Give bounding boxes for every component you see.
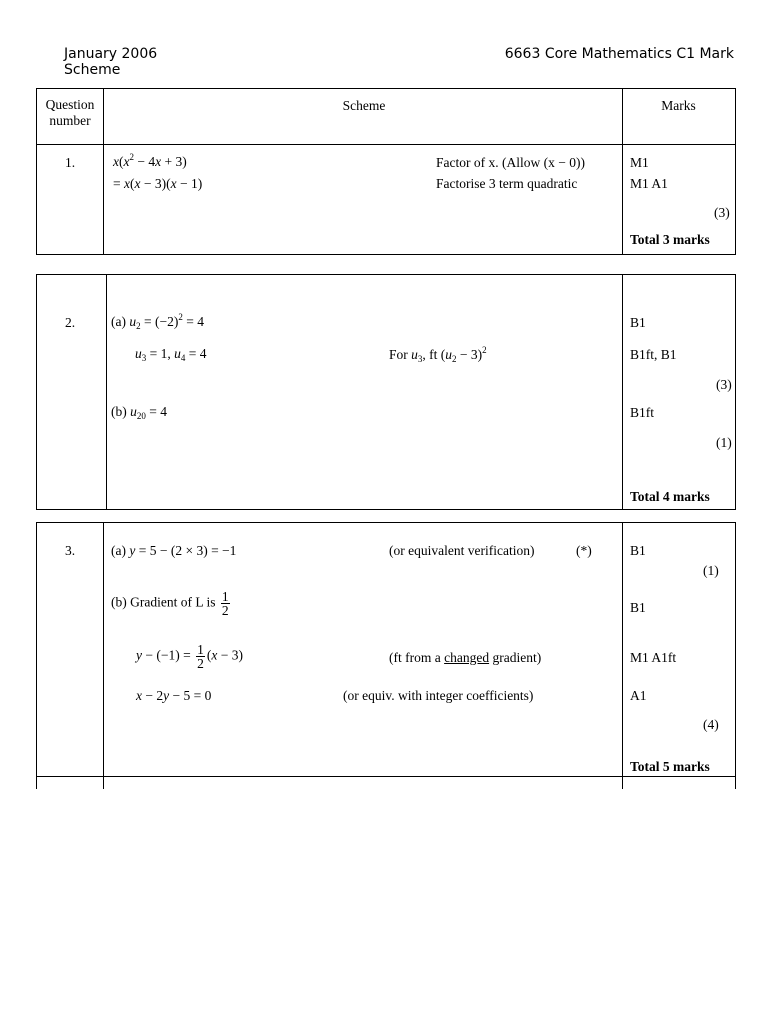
q3-mark-1: B1 bbox=[630, 543, 646, 558]
q2-mark-1: B1 bbox=[630, 315, 646, 330]
question-number-3: 3. bbox=[64, 543, 76, 558]
column-header-scheme: Scheme bbox=[342, 98, 386, 113]
q3b-line-equation: y − (−1) = $\frac{1}{2}$ (x − 3) bbox=[136, 642, 243, 671]
q2-mark-2: B1ft, B1 bbox=[630, 347, 677, 362]
q1-note-quadratic: Factorise 3 term quadratic bbox=[436, 176, 578, 191]
q3b-subtotal: (4) bbox=[703, 717, 719, 732]
column-header-marks: Marks bbox=[661, 98, 696, 113]
q2-mark-3: B1ft bbox=[630, 405, 655, 420]
q3b-fraction-half-2: $\frac{1}{2}$ bbox=[197, 642, 204, 671]
column-header-question: Question number bbox=[45, 97, 95, 128]
q3-total: Total 5 marks bbox=[630, 759, 710, 774]
q3-star: (*) bbox=[576, 543, 592, 558]
question-number-2: 2. bbox=[64, 315, 76, 330]
q2b-subtotal: (1) bbox=[716, 435, 732, 450]
q3-note-ft: (ft from a changed gradient) bbox=[389, 650, 542, 665]
q3b-gradient bbox=[111, 590, 232, 617]
q3b-fraction-half: $\frac{1}{2}$ bbox=[221, 589, 229, 618]
q1-mark-2: M1 A1 bbox=[630, 176, 668, 191]
question-number-1: 1. bbox=[64, 155, 76, 170]
q3a-subtotal: (1) bbox=[703, 563, 719, 578]
header-title: 6663 Core Mathematics C1 Mark bbox=[504, 46, 734, 62]
q3-mark-4: A1 bbox=[630, 688, 647, 703]
q2-note-ft: For $u_3$, ft $(u_2 - 3)^2$ bbox=[389, 345, 487, 364]
q2-total: Total 4 marks bbox=[630, 489, 710, 504]
q1-working-line1: $x(x^2 - 4x + 3)$ bbox=[113, 152, 187, 169]
q1-working-line2: = x(x − 3)(x − 1) bbox=[113, 176, 203, 191]
q2a-working-u2: (a) $u_2 = (-2)^2 = 4$ bbox=[111, 312, 204, 331]
q2a-subtotal: (3) bbox=[716, 377, 732, 392]
q2b-working: (b) $u_{20} = 4$ bbox=[111, 404, 167, 421]
header-date: January 2006 Scheme bbox=[64, 46, 158, 78]
q3b-final-equation: x − 2y − 5 = 0 bbox=[136, 688, 212, 703]
q1-subtotal: (3) bbox=[714, 205, 730, 220]
q3-mark-3: M1 A1ft bbox=[630, 650, 677, 665]
mark-scheme-table-q2 bbox=[36, 274, 736, 510]
q3-note-verification: (or equivalent verification) bbox=[389, 543, 535, 558]
q3b-label: (b) Gradient of L is bbox=[111, 594, 216, 610]
q3a-working: (a) y = 5 − (2 × 3) = −1 bbox=[111, 543, 237, 558]
q2a-working-u3-u4: $u_3 = 1$, $u_4 = 4$ bbox=[135, 346, 207, 363]
q1-note-factor: Factor of x. (Allow (x − 0)) bbox=[436, 155, 585, 170]
q3-note-integer: (or equiv. with integer coefficients) bbox=[343, 688, 534, 703]
q1-total: Total 3 marks bbox=[630, 232, 710, 247]
q3-mark-2: B1 bbox=[630, 600, 646, 615]
q1-mark-1: M1 bbox=[630, 155, 649, 170]
